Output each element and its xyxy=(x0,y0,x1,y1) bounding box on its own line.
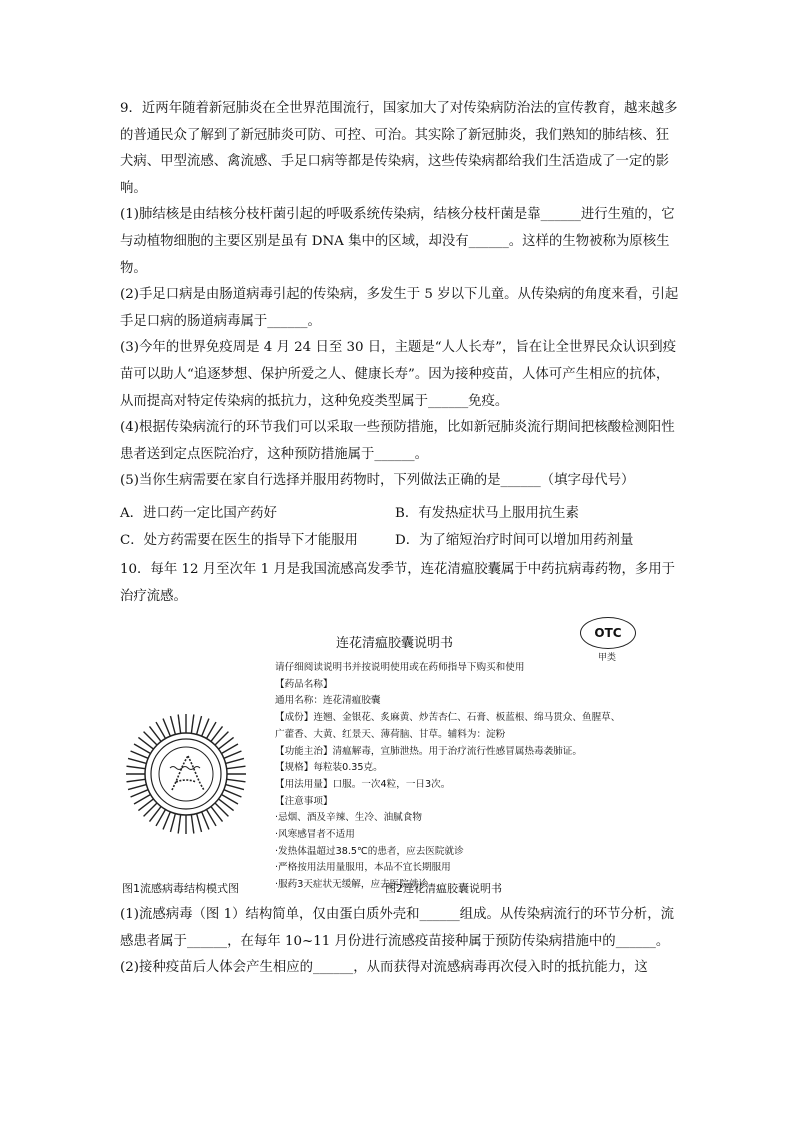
virus-spike xyxy=(127,766,146,768)
virus-spike xyxy=(163,812,170,830)
insert-line: 通用名称：连花清瘟胶囊 xyxy=(275,695,381,707)
q9-options xyxy=(120,501,680,554)
virus-spike xyxy=(127,779,146,781)
virus-spike xyxy=(170,716,175,734)
q9-part-1: (1)肺结核是由结核分枝杆菌引起的呼吸系统传染病，结核分枝杆菌是靠______进行生殖的，它与动植物细胞的主要区别是虽有 DNA 集中的区域，却没有______。这样的生物被称为原核生物。 xyxy=(120,207,675,276)
question-10-intro xyxy=(120,557,680,610)
insert-line: 【规格】每粒装0.35克。 xyxy=(275,762,383,774)
q9-part-5: (5)当你生病需要在家自行选择并服用药物时，下列做法正确的是______（填字母代号） xyxy=(120,473,635,489)
q9-part-2: (2)手足口病是由肠道病毒引起的传染病，多发生于 5 岁以下儿童。从传染病的角度来看，引起手足口病的肠道病毒属于______。 xyxy=(120,287,679,329)
q9-part-3: (3)今年的世界免疫周是 4 月 24 日至 30 日，主题是“人人长寿”，旨在让全世界民众认识到疫苗可以助人“追逐梦想、保护所爱之人、健康长寿”。因为接种疫苗，人体可产生相应的抗体，从而提高对特定传染病的抵抗力，这种免疫类型属于______免疫。 xyxy=(120,340,677,409)
virus-spike xyxy=(128,758,146,763)
insert-line: 【成份】连翘、金银花、炙麻黄、炒苦杏仁、石膏、板蓝根、绵马贯众、鱼腥草、 xyxy=(275,712,621,724)
virus-spike xyxy=(191,815,193,834)
caption-figure-2: 图2连花清瘟胶囊说明书 xyxy=(385,882,502,895)
virus-spike xyxy=(226,758,244,763)
virus-spike xyxy=(191,715,193,734)
option-b: B．有发热症状马上服用抗生素 xyxy=(395,506,579,521)
virus-spike xyxy=(128,785,146,790)
insert-line: 【注意事项】 xyxy=(275,795,333,807)
q9-part-4: (4)根据传染病流行的环节我们可以采取一些预防措施，比如新冠肺炎流行期间把核酸检测阳性患者送到定点医院治疗，这种预防措施属于______。 xyxy=(120,420,675,462)
virus-spike xyxy=(131,751,149,758)
virus-spike xyxy=(202,812,209,830)
virus-spike xyxy=(226,785,244,790)
insert-line: 广藿香、大黄、红景天、薄荷脑、甘草。辅料为：淀粉 xyxy=(275,728,506,740)
virus-spike xyxy=(163,719,170,737)
q10-part-1: (1)流感病毒（图 1）结构简单，仅由蛋白质外壳和______组成。从传染病流行的环节分析，流感患者属于______，在每年 10~11 月份进行流感疫苗接种属于预防传染病措施中的______。 xyxy=(120,907,674,949)
insert-line: ·服药3天症状无缓解，应去医院就诊 xyxy=(275,879,429,891)
insert-title: 连花清瘟胶囊说明书 xyxy=(336,636,454,651)
virus-spike xyxy=(178,815,180,834)
insert-line: ·风寒感冒者不适用 xyxy=(275,829,355,841)
virus-spike xyxy=(170,814,175,832)
virus-spike xyxy=(227,779,246,781)
q10-intro: 10．每年 12 月至次年 1 月是我国流感高发季节，连花清瘟胶囊属于中药抗病毒药物，多用于治疗流感。 xyxy=(120,562,676,604)
option-c: C．处方药需要在医生的指导下才能服用 xyxy=(120,532,358,548)
insert-line: 【用法用量】口服。一次4粒，一日3次。 xyxy=(275,778,451,790)
option-d: D．为了缩短治疗时间可以增加用药剂量 xyxy=(395,532,634,548)
insert-line: ·发热体温超过38.5℃的患者，应去医院就诊 xyxy=(275,845,464,857)
q9-intro: 9．近两年随着新冠肺炎在全世界范围流行，国家加大了对传染病防治法的宣传教育，越来越多的普通民众了解到了新冠肺炎可防、可控、可治。其实除了新冠肺炎，我们熟知的肺结核、狂犬病、甲型流感、禽流感、手足口病等都是传染病，这些传染病都给我们生活造成了一定的影响。 xyxy=(120,101,678,196)
insert-line: 请仔细阅读说明书并按说明使用或在药师指导下购买和使用 xyxy=(275,662,525,673)
virus-spike xyxy=(197,716,202,734)
question-10-parts xyxy=(120,902,680,982)
insert-line: 【功能主治】清瘟解毒，宣肺泄热。用于治疗流行性感冒属热毒袭肺证。 xyxy=(275,745,582,757)
insert-line: ·严格按用法用量服用，本品不宜长期服用 xyxy=(275,862,451,874)
insert-text xyxy=(275,660,695,894)
virus-spike xyxy=(178,715,180,734)
insert-line: ·忌烟、酒及辛辣、生冷、油腻食物 xyxy=(275,812,422,824)
caption-figure-1: 图1流感病毒结构模式图 xyxy=(122,882,239,895)
otc-class: 甲类 xyxy=(598,653,617,663)
virus-spike xyxy=(197,814,202,832)
virus-spike xyxy=(131,790,149,797)
virus-diagram xyxy=(124,712,248,836)
virus-spike xyxy=(224,790,242,797)
virus-spike xyxy=(227,766,246,768)
question-9 xyxy=(120,96,680,495)
virus-spike xyxy=(202,719,209,737)
otc-badge: OTC xyxy=(580,617,636,649)
option-a: A．进口药一定比国产药好 xyxy=(120,506,277,521)
insert-line: 【药品名称】 xyxy=(275,678,333,690)
q10-part-2: (2)接种疫苗后人体会产生相应的______，从而获得对流感病毒再次侵入时的抵抗能力，这 xyxy=(120,960,648,976)
virus-spike xyxy=(224,751,242,758)
